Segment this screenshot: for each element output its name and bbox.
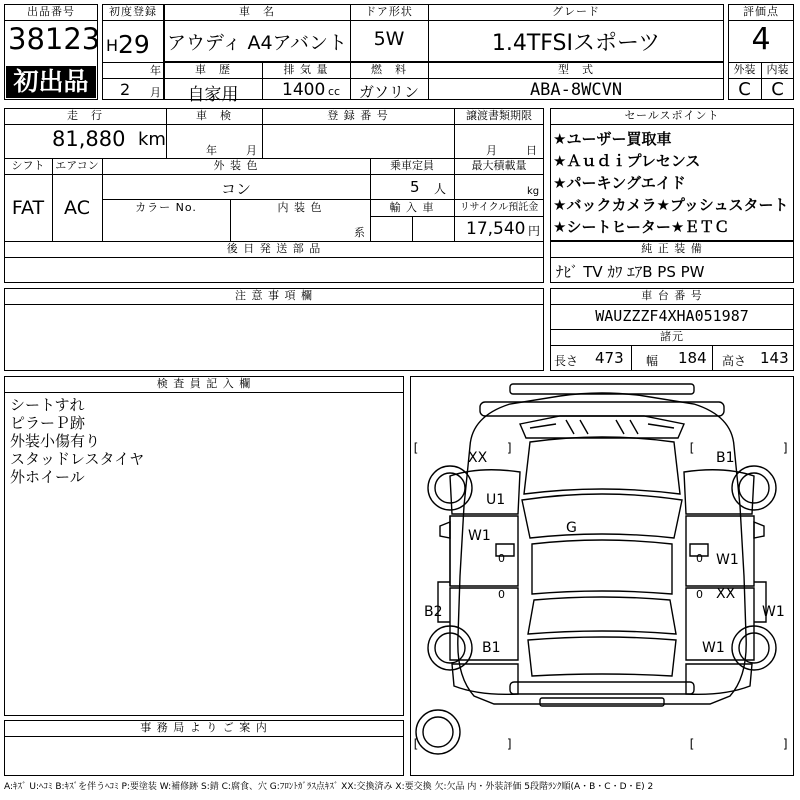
ac: AC bbox=[64, 197, 90, 219]
width: 184 bbox=[678, 349, 707, 367]
capacity-label: 乗車定員 bbox=[390, 159, 434, 172]
car-name-label: 車 名 bbox=[239, 5, 275, 18]
grade: 1.4TFSIスポーツ bbox=[491, 31, 661, 56]
interior-label: 内装 bbox=[766, 63, 789, 76]
damage-legend: A:ｷｽﾞ U:ﾍｺﾐ B:ｷｽﾞを伴うﾍｺﾐ P:要塗装 W:補修跡 S:錆 C:腐食、穴 G:ﾌﾛﾝﾄｶﾞﾗｽ点ｷｽﾞ XX:交換済み X:要交換 欠:欠品 内・外装評価 5段階ﾗﾝｸ順(A・B・C・D・E) 2 bbox=[4, 782, 654, 792]
later-parts-label: 後 日 発 送 部 品 bbox=[226, 242, 322, 255]
height: 143 bbox=[760, 349, 789, 367]
bracket-right-bottom-close: ] bbox=[782, 737, 790, 751]
mark-front-left: XX bbox=[468, 450, 488, 466]
chassis-label: 車 台 番 号 bbox=[641, 289, 703, 302]
color-no-label: カラー No. bbox=[135, 201, 197, 214]
mileage-unit: km bbox=[138, 129, 166, 150]
sales-point-item: ★ユーザー買取車 bbox=[553, 130, 672, 148]
capacity-unit: 人 bbox=[434, 182, 447, 196]
capacity: 5 bbox=[410, 178, 420, 196]
int-color-label: 内 装 色 bbox=[277, 201, 323, 214]
max-load-unit: kg bbox=[527, 186, 540, 197]
exterior-label: 外装 bbox=[733, 63, 756, 76]
recycle-unit: 円 bbox=[528, 224, 541, 238]
mark-right-rear-door: XX bbox=[716, 586, 736, 602]
mark-right-rear-quarter: W1 bbox=[702, 640, 725, 656]
length: 473 bbox=[595, 349, 624, 367]
lot-number: 38123 bbox=[8, 22, 101, 56]
bracket-right-top-open: [ bbox=[688, 441, 696, 455]
ext-color: コン bbox=[220, 180, 251, 198]
length-label: 長さ bbox=[554, 354, 579, 368]
score-label: 評価点 bbox=[743, 5, 779, 18]
score: 4 bbox=[751, 22, 771, 57]
equipment-label: 純 正 装 備 bbox=[641, 242, 703, 255]
mark-left-rear-quarter: B1 bbox=[482, 640, 501, 656]
grade-label: グレード bbox=[552, 5, 600, 18]
door-type: 5W bbox=[373, 28, 405, 50]
inspection-month-unit: 月 bbox=[246, 144, 257, 157]
inspector-note-line: 外装小傷有り bbox=[10, 432, 101, 450]
shift: FAT bbox=[11, 197, 45, 219]
transfer-day-unit: 日 bbox=[526, 144, 537, 157]
sales-point-item: ★シートヒーター★ＥＴＣ bbox=[553, 218, 730, 236]
bracket-left-top-open: [ bbox=[412, 441, 420, 455]
mark-right-door-front-val: 0 bbox=[696, 552, 703, 565]
inspector-note-line: スタッドレスタイヤ bbox=[10, 450, 145, 468]
sales-points-label: セールスポイント bbox=[624, 109, 720, 122]
exterior-grade: C bbox=[738, 79, 751, 100]
displacement-label: 排 気 量 bbox=[283, 63, 329, 76]
first-reg-label: 初度登録 bbox=[109, 5, 157, 18]
office-label: 事 務 局 よ り ご 案 内 bbox=[140, 721, 268, 734]
inspector-note-line: ピラーＰ跡 bbox=[10, 414, 86, 432]
mark-left-door-front-val: 0 bbox=[498, 552, 505, 565]
int-color-suffix: 系 bbox=[354, 226, 365, 239]
transfer-month-unit: 月 bbox=[486, 144, 497, 157]
mark-left-front: U1 bbox=[486, 492, 506, 508]
month-unit: 月 bbox=[150, 86, 161, 99]
width-label: 幅 bbox=[646, 354, 659, 368]
era: H bbox=[106, 36, 119, 55]
sales-point-item: ★Ａｕｄｉプレセンス bbox=[553, 152, 701, 170]
transfer-doc-label: 譲渡書類期限 bbox=[466, 109, 532, 122]
history-label: 車 歴 bbox=[195, 63, 231, 76]
car-name: アウディ A4アバント bbox=[166, 32, 348, 54]
dims-label: 諸元 bbox=[660, 330, 684, 343]
history: 自家用 bbox=[187, 85, 239, 105]
mark-roof: G bbox=[566, 520, 577, 536]
import-label: 輸 入 車 bbox=[389, 201, 435, 214]
inspection-label: 車 検 bbox=[196, 109, 232, 122]
shift-label: シフト bbox=[11, 159, 45, 172]
mark-left-door-front: W1 bbox=[468, 528, 491, 544]
model-code-label: 型 式 bbox=[558, 63, 594, 76]
sales-point-item: ★パーキングエイド bbox=[553, 174, 686, 192]
recycle-label: リサイクル預託金 bbox=[459, 202, 539, 213]
mileage: 81,880 bbox=[52, 127, 126, 151]
displacement-unit: cc bbox=[328, 85, 341, 98]
ac-label: エアコン bbox=[55, 159, 99, 172]
bracket-right-bottom-open: [ bbox=[688, 737, 696, 751]
mark-right-door-front: W1 bbox=[716, 552, 739, 568]
reg-number-label: 登 録 番 号 bbox=[327, 109, 389, 122]
inspector-note-line: 外ホイール bbox=[10, 468, 85, 486]
fuel: ガソリン bbox=[358, 83, 419, 101]
inspector-label: 検 査 員 記 入 欄 bbox=[156, 377, 252, 390]
car-diagram bbox=[410, 376, 794, 776]
reg-month: 2 bbox=[120, 80, 131, 99]
interior-grade: C bbox=[771, 79, 784, 100]
bracket-left-bottom-close: ] bbox=[506, 737, 514, 751]
mark-right-door-rear-val: 0 bbox=[696, 588, 703, 601]
sales-point-item: ★バックカメラ★プッシュスタート bbox=[553, 196, 789, 214]
mileage-label: 走 行 bbox=[67, 109, 103, 122]
chassis-number: WAUZZZF4XHA051987 bbox=[595, 307, 749, 325]
ext-color-label: 外 装 色 bbox=[213, 159, 259, 172]
recycle-fee: 17,540 bbox=[466, 219, 526, 239]
bracket-right-top-close: ] bbox=[782, 441, 790, 455]
first-listing-badge: 初出品 bbox=[6, 66, 96, 98]
notes-label: 注 意 事 項 欄 bbox=[235, 289, 313, 302]
year-unit: 年 bbox=[150, 64, 161, 77]
model-code: ABA-8WCVN bbox=[529, 80, 623, 100]
height-label: 高さ bbox=[722, 354, 747, 368]
max-load-label: 最大積載量 bbox=[471, 159, 527, 172]
mark-front-right: B1 bbox=[716, 450, 735, 466]
mark-left-rear: B2 bbox=[424, 604, 443, 620]
door-label: ドア形状 bbox=[365, 5, 413, 18]
mark-right-rear-fender: W1 bbox=[762, 604, 785, 620]
inspection-year-unit: 年 bbox=[206, 144, 217, 157]
fuel-label: 燃 料 bbox=[371, 63, 407, 76]
displacement: 1400 bbox=[282, 80, 326, 100]
bracket-left-top-close: ] bbox=[506, 441, 514, 455]
mark-left-door-rear-val: 0 bbox=[498, 588, 505, 601]
inspector-note-line: シートすれ bbox=[10, 396, 85, 414]
reg-year: 29 bbox=[118, 30, 150, 59]
lot-number-label: 出品番号 bbox=[27, 5, 75, 18]
bracket-left-bottom-open: [ bbox=[412, 737, 420, 751]
equipment-value: ﾅﾋﾞ TV ｶﾜ ｴｱB PS PW bbox=[556, 263, 705, 281]
